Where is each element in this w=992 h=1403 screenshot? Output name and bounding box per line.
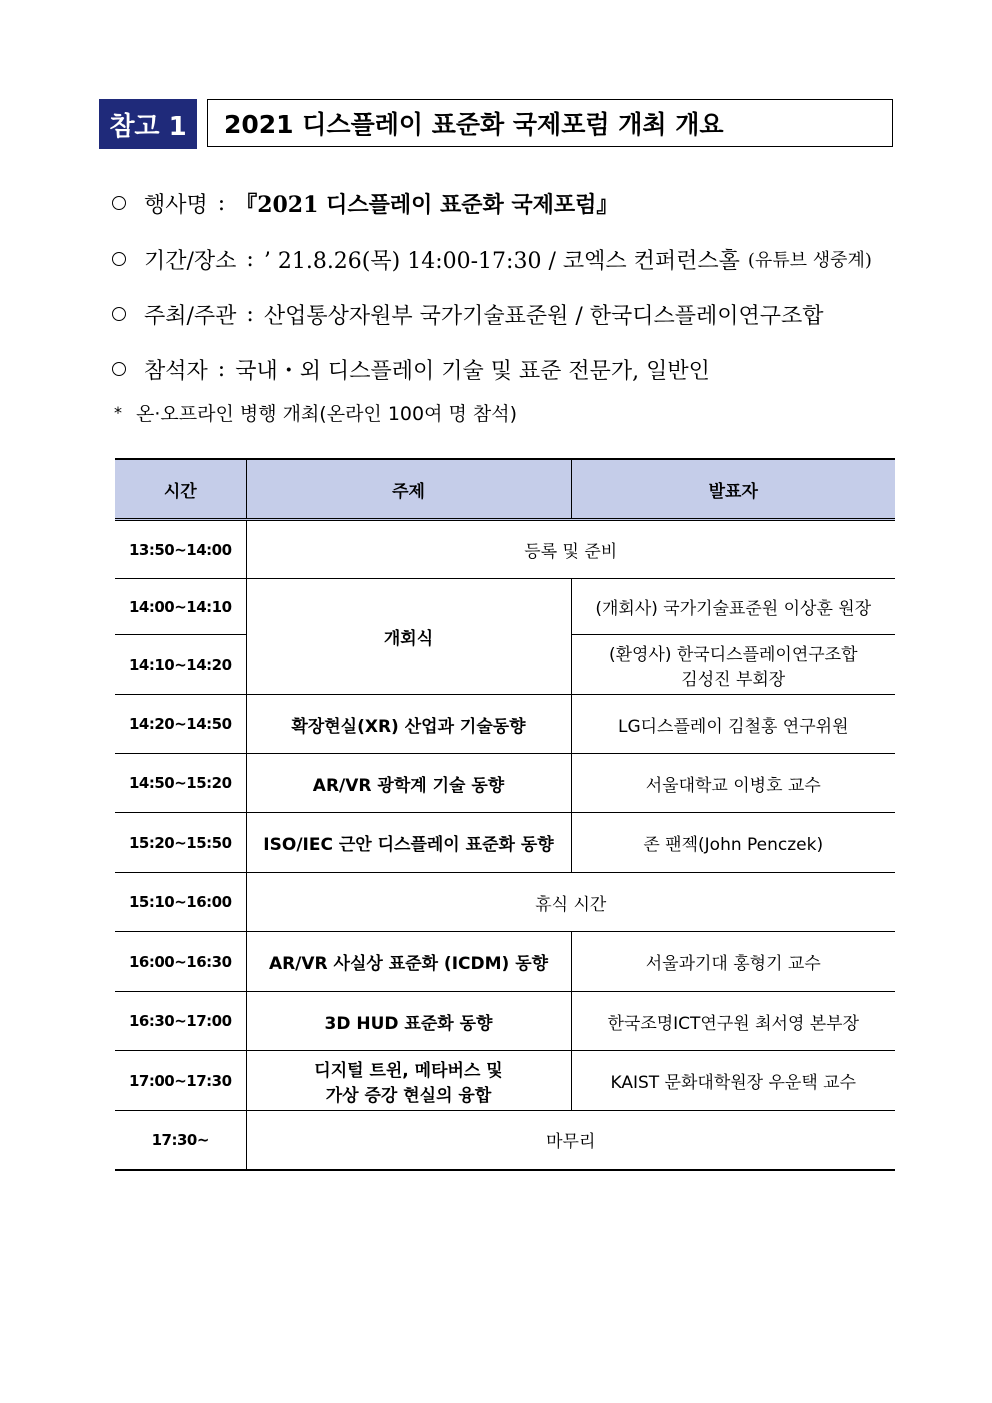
row-time: 14:10~14:20	[115, 635, 246, 695]
row-speaker: 한국조명ICT연구원 최서영 본부장	[571, 992, 895, 1051]
circle-bullet-icon	[112, 252, 126, 266]
row-time: 14:50~15:20	[115, 754, 246, 813]
header-topic: 주제	[246, 459, 571, 520]
table-row	[115, 754, 895, 813]
speaker-line: 김성진 부회장	[681, 669, 786, 690]
topic-line: 가상 증강 현실의 융합	[325, 1085, 492, 1106]
row-time: 17:00~17:30	[115, 1051, 246, 1111]
table-header-row	[115, 459, 895, 520]
row-topic: AR/VR 광학계 기술 동향	[246, 754, 571, 813]
overview-item-period: 기간/장소 : ’ 21.8.26(목) 14:00-17:30 / 코엑스 컨퍼런스홀 (유튜브 생중계)	[110, 239, 872, 279]
header-speaker: 발표자	[571, 459, 895, 520]
table-row	[115, 520, 895, 579]
row-speaker: (개회사) 국가기술표준원 이상훈 원장	[571, 579, 895, 635]
page-title: 2021 디스플레이 표준화 국제포럼 개최 개요	[224, 110, 724, 139]
row-speaker: KAIST 문화대학원장 우운택 교수	[571, 1051, 895, 1111]
row-topic: 3D HUD 표준화 동향	[246, 992, 571, 1051]
row-time: 14:20~14:50	[115, 695, 246, 754]
period-note: (유튜브 생중계)	[747, 250, 872, 271]
row-topic: 확장현실(XR) 산업과 기술동향	[246, 695, 571, 754]
row-merged: 마무리	[246, 1111, 895, 1170]
table-row	[115, 695, 895, 754]
table-row	[115, 1051, 895, 1111]
row-time: 14:00~14:10	[115, 579, 246, 635]
row-speaker	[571, 635, 895, 695]
row-speaker: 서울대학교 이병호 교수	[571, 754, 895, 813]
row-speaker: LG디스플레이 김철홍 연구위원	[571, 695, 895, 754]
row-topic: ISO/IEC 근안 디스플레이 표준화 동향	[246, 813, 571, 873]
header-time: 시간	[115, 459, 246, 520]
table-row	[115, 873, 895, 932]
table-row	[115, 1111, 895, 1170]
row-topic	[246, 1051, 571, 1111]
row-topic: AR/VR 사실상 표준화 (ICDM) 동향	[246, 932, 571, 992]
row-time: 13:50~14:00	[115, 520, 246, 579]
program-table	[115, 458, 895, 1171]
table-row	[115, 932, 895, 992]
table-row	[115, 813, 895, 873]
row-topic: 개회식	[246, 579, 571, 695]
asterisk-mark: *	[114, 402, 122, 422]
host-value: 산업통상자원부 국가기술표준원 / 한국디스플레이연구조합	[263, 303, 824, 329]
host-label: 주최/주관	[144, 303, 237, 329]
note-text: 온·오프라인 병행 개최(온라인 100여 명 참석)	[136, 402, 517, 425]
circle-bullet-icon	[112, 307, 126, 321]
period-value: ’ 21.8.26(목) 14:00-17:30 / 코엑스 컨퍼런스홀	[263, 248, 740, 274]
reference-badge: 참고 1	[99, 99, 197, 149]
event-value: 『2021 디스플레이 표준화 국제포럼』	[235, 191, 619, 218]
online-note	[114, 398, 517, 426]
table-row	[115, 579, 895, 635]
row-speaker: 존 팬젝(John Penczek)	[571, 813, 895, 873]
overview-item-host: 주최/주관 : 산업통상자원부 국가기술표준원 / 한국디스플레이연구조합	[110, 294, 824, 334]
overview-item-attendee: 참석자 : 국내・외 디스플레이 기술 및 표준 전문가, 일반인	[110, 349, 710, 389]
event-label: 행사명	[144, 192, 208, 218]
title-box	[207, 99, 893, 147]
overview-item-event: 행사명 : 『2021 디스플레이 표준화 국제포럼』	[110, 183, 618, 223]
attendee-value: 국내・외 디스플레이 기술 및 표준 전문가, 일반인	[235, 358, 710, 384]
row-time: 16:00~16:30	[115, 932, 246, 992]
period-label: 기간/장소	[144, 248, 237, 274]
row-merged: 휴식 시간	[246, 873, 895, 932]
attendee-label: 참석자	[144, 358, 208, 384]
row-merged: 등록 및 준비	[246, 520, 895, 579]
row-time: 17:30~	[115, 1111, 246, 1170]
topic-line: 디지털 트윈, 메타버스 및	[314, 1060, 503, 1081]
row-time: 16:30~17:00	[115, 992, 246, 1051]
row-speaker: 서울과기대 홍형기 교수	[571, 932, 895, 992]
section-header	[99, 99, 893, 149]
table-row	[115, 992, 895, 1051]
row-time: 15:10~16:00	[115, 873, 246, 932]
speaker-line: (환영사) 한국디스플레이연구조합	[608, 644, 858, 665]
circle-bullet-icon	[112, 362, 126, 376]
circle-bullet-icon	[112, 196, 126, 210]
row-time: 15:20~15:50	[115, 813, 246, 873]
